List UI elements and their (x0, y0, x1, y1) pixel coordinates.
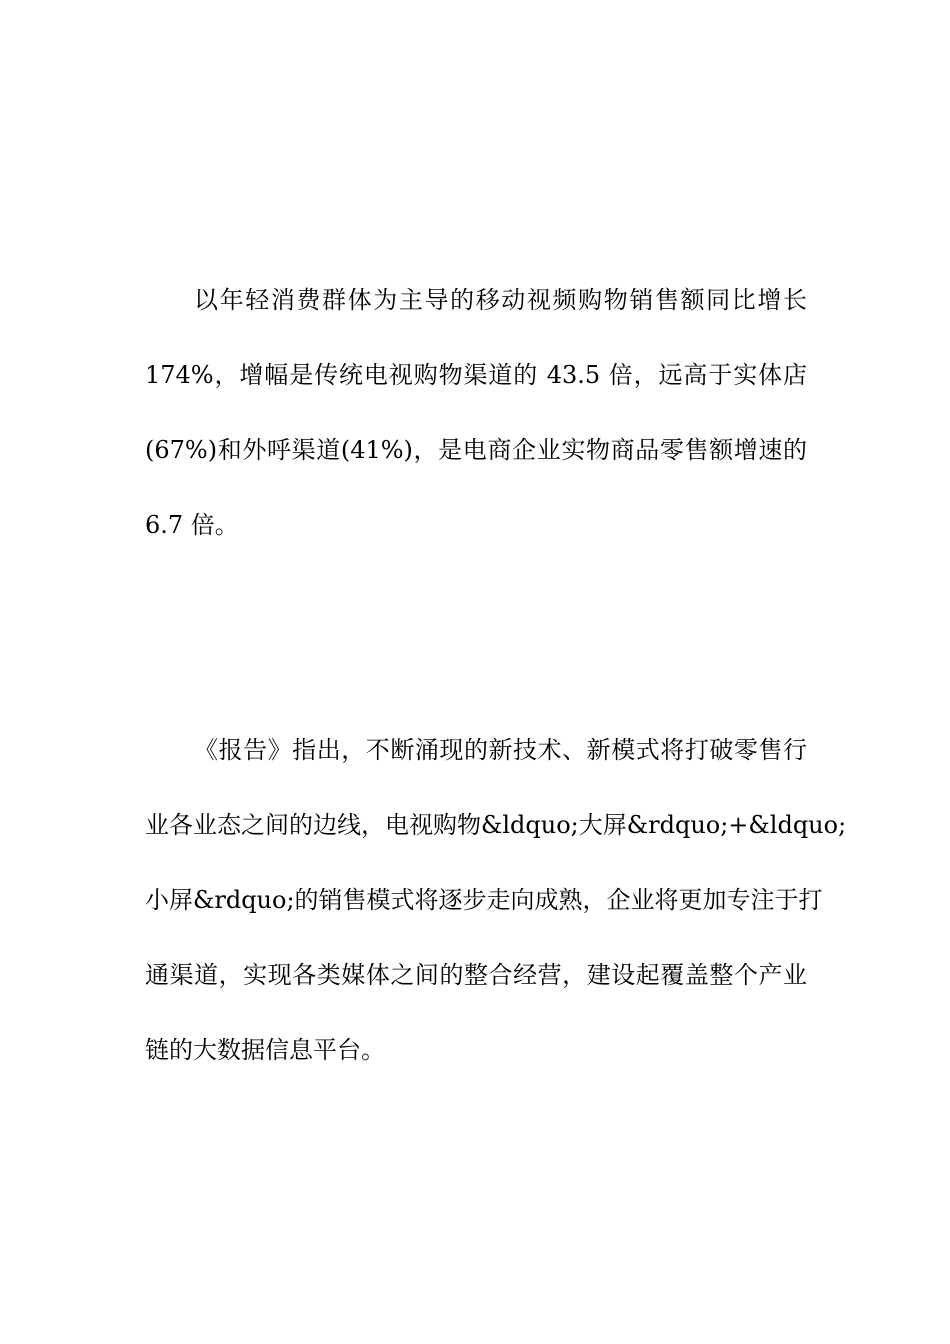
paragraph-2-line-1: 《报告》指出，不断涌现的新技术、新模式将打破零售行 (194, 736, 807, 764)
paragraph-2-line-2: 业各业态之间的边线，电视购物&ldquo;大屏&rdquo;+&ldquo; (145, 811, 847, 839)
paragraph-1-line-4: 6.7 倍。 (145, 511, 239, 539)
paragraph-1-line-3: (67%)和外呼渠道(41%)，是电商企业实物商品零售额增速的 (145, 436, 807, 464)
paragraph-2-line-5: 链的大数据信息平台。 (145, 1036, 385, 1064)
paragraph-1-line-1: 以年轻消费群体为主导的移动视频购物销售额同比增长 (194, 286, 807, 314)
paragraph-1-line-2: 174%，增幅是传统电视购物渠道的 43.5 倍，远高于实体店 (145, 361, 807, 389)
paragraph-2-line-3: 小屏&rdquo;的销售模式将逐步走向成熟，企业将更加专注于打 (145, 886, 823, 914)
paragraph-2-line-4: 通渠道，实现各类媒体之间的整合经营，建设起覆盖整个产业 (145, 961, 807, 989)
